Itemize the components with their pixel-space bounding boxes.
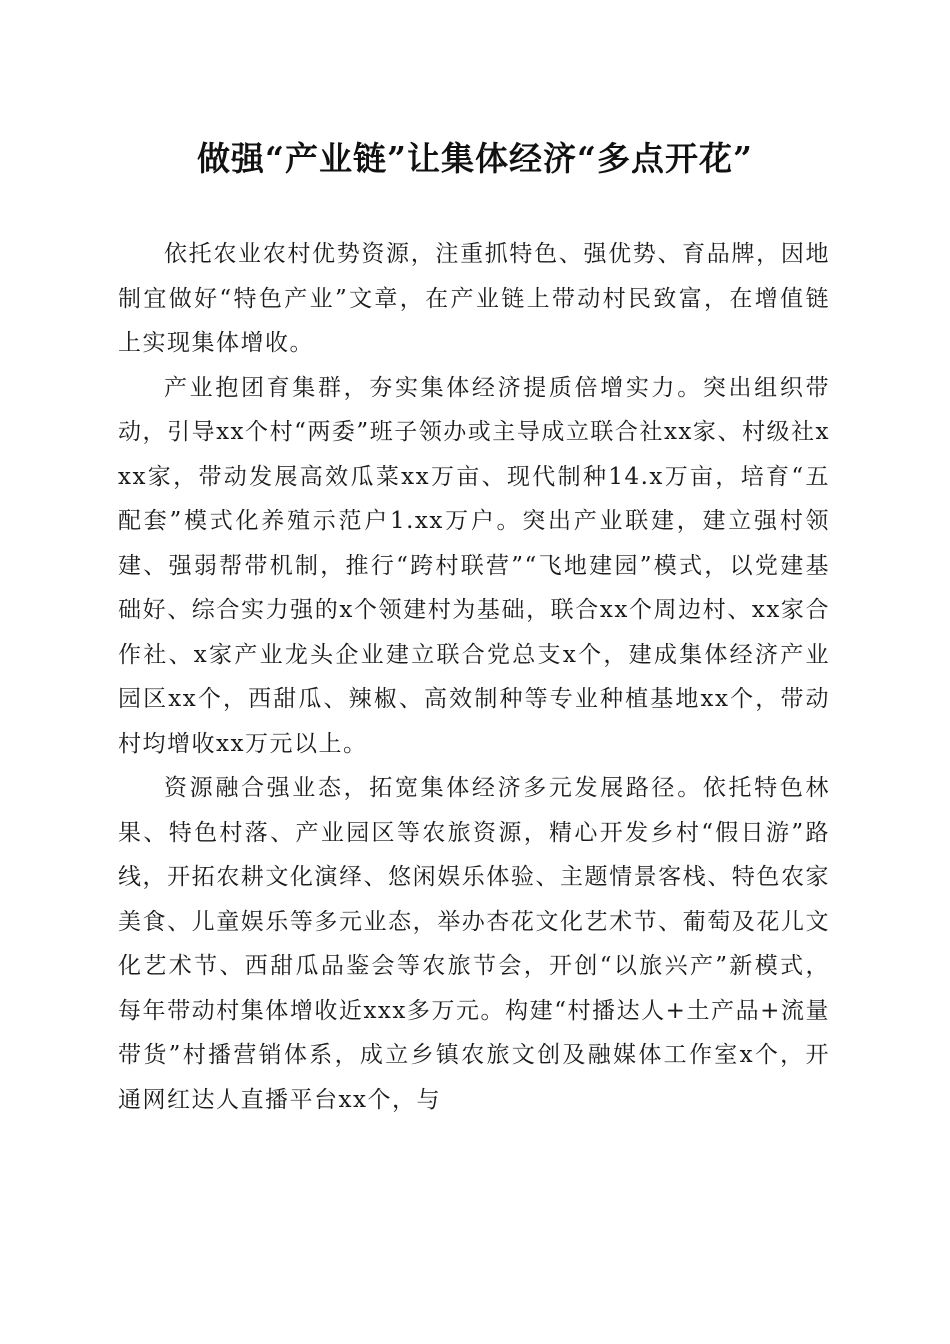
paragraph-intro: 依托农业农村优势资源，注重抓特色、强优势、育品牌，因地制宜做好“特色产业”文章，在产业链上带动村民致富，在增值链上实现集体增收。 — [118, 241, 830, 356]
document-body — [118, 232, 830, 1122]
paragraph-resource-integration: 资源融合强业态，拓宽集体经济多元发展路径。依托特色林果、特色村落、产业园区等农旅资源，精心开发乡村“假日游”路线，开拓农耕文化演绎、悠闲娱乐体验、主题情景客栈、特色农家美食、儿童娱乐等多元业态，举办杏花文化艺术节、葡萄及花儿文化艺术节、西甜瓜品鉴会等农旅节会，开创“以旅兴产”新模式，每年带动村集体增收近xxx多万元。构建“村播达人+土产品+流量带货”村播营销体系，成立乡镇农旅文创及融媒体工作室x个，开通网红达人直播平台xx个，与 — [118, 775, 830, 1113]
paragraph-industry-cluster: 产业抱团育集群，夯实集体经济提质倍增实力。突出组织带动，引导xx个村“两委”班子领办或主导成立联合社xx家、村级社xxx家，带动发展高效瓜菜xx万亩、现代制种14.x万亩，培育“五配套”模式化养殖示范户1.xx万户。突出产业联建，建立强村领建、强弱帮带机制，推行“跨村联营”“飞地建园”模式，以党建基础好、综合实力强的x个领建村为基础，联合xx个周边村、xx家合作社、x家产业龙头企业建立联合党总支x个，建成集体经济产业园区xx个，西甜瓜、辣椒、高效制种等专业种植基地xx个，带动村均增收xx万元以上。 — [118, 374, 830, 757]
document-title: 做强“产业链”让集体经济“多点开花” — [197, 139, 753, 178]
